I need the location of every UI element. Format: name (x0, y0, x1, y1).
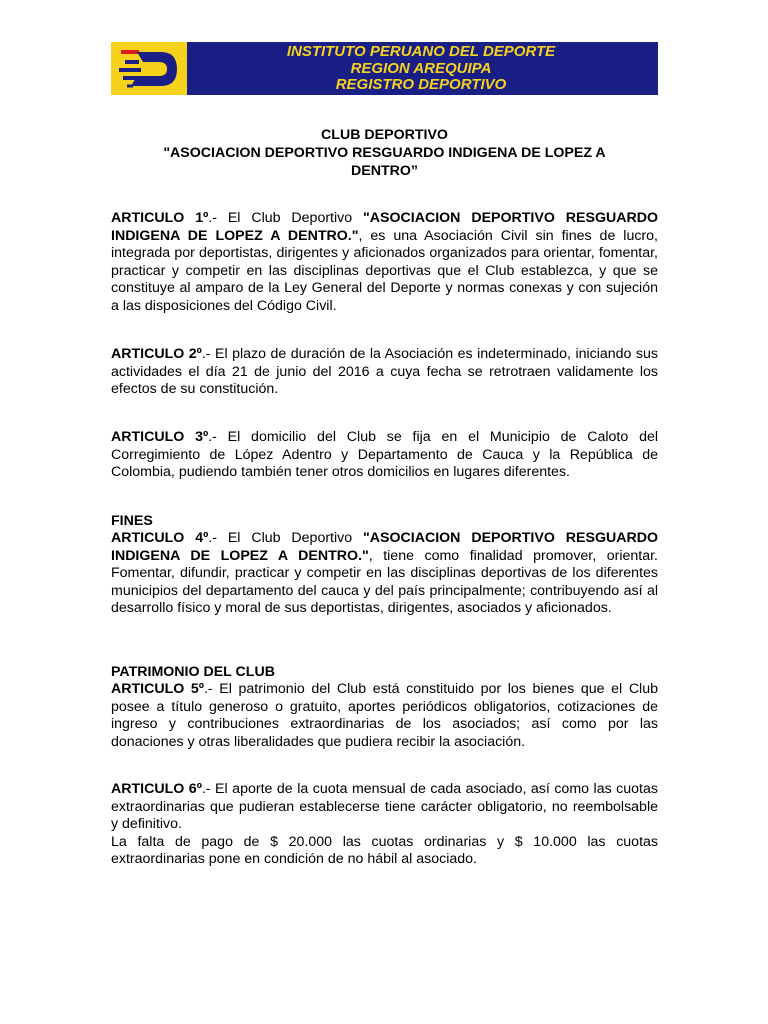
article-1-club-name: "ASOCIACION DEPORTIVO RESGUARDO INDIGENA DE LOPEZ A DENTRO." (111, 210, 658, 244)
article-5-label: ARTICULO 5º (111, 681, 204, 697)
article-3-label: ARTICULO 3º (111, 429, 209, 445)
article-4-text: , tiene como finalidad promover, orientar. Fomentar, difundir, practicar y competir en las disciplinas deportivas de los diferentes municipios del departamento del cauca y del país principalmente; contribuyendo así al desarrollo físico y moral de sus deportistas, dirigentes, asociados y aficionados. (111, 547, 658, 616)
article-6-label: ARTICULO 6º (111, 781, 202, 797)
article-2-label: ARTICULO 2º (111, 346, 202, 362)
article-5-text: .- El patrimonio del Club está constituido por los bienes que el Club posee a título generoso o gratuito, aportes periódicos obligatorios, cotizaciones de ingreso y contribuciones extraordinarias de los asociados; así como por las donaciones y otras liberalidades que pudiera recibir la asociación. (111, 681, 658, 750)
article-6-text-2: La falta de pago de $ 20.000 las cuotas ordinarias y $ 10.000 las cuotas extraordinarias pone en condición de no hábil al asociado. (111, 833, 658, 867)
article-5 (111, 681, 658, 751)
article-4-label: ARTICULO 4º (111, 530, 209, 546)
title-line-2: "ASOCIACION DEPORTIVO RESGUARDO INDIGENA DE LOPEZ A (163, 145, 606, 161)
banner-line-2: REGION AREQUIPA (350, 59, 492, 77)
fines-heading: FINES (111, 513, 153, 529)
article-4-lead: .- El Club Deportivo (208, 530, 364, 546)
article-6-text: .- El aporte de la cuota mensual de cada asociado, así como las cuotas extraordinarias que pudieran establecerse tiene carácter obligatorio, no reembolsable y definitivo. (111, 781, 658, 832)
article-1 (111, 210, 658, 315)
patrimonio-heading: PATRIMONIO DEL CLUB (111, 664, 275, 680)
title-line-3: DENTRO” (351, 163, 418, 179)
ipd-logo (111, 42, 187, 95)
banner-line-3: REGISTRO DEPORTIVO (335, 76, 507, 93)
banner-line-1: INSTITUTO PERUANO DEL DEPORTE (286, 43, 556, 60)
article-2-text: .- El plazo de duración de la Asociación es indeterminado, iniciando sus actividades el día 21 de junio del 2016 a cuya fecha se retrotraen validamente los efectos de su constitución. (111, 346, 659, 397)
document-title (111, 126, 658, 180)
article-2 (111, 346, 658, 399)
article-4 (111, 530, 658, 618)
article-1-lead: .- El Club Deportivo (208, 210, 364, 226)
banner-text (271, 44, 571, 94)
title-line-1: CLUB DEPORTIVO (321, 127, 448, 143)
article-3 (111, 429, 658, 482)
article-4-club-name: "ASOCIACION DEPORTIVO RESGUARDO INDIGENA DE LOPEZ A DENTRO." (111, 530, 658, 564)
article-1-label: ARTICULO 1º (111, 210, 209, 226)
article-3-text: .- El domicilio del Club se fija en el Municipio de Caloto del Corregimiento de López Adentro y Departamento de Cauca y la República de Colombia, pudiendo también tener otros domicilios en lugares diferentes. (111, 429, 658, 480)
article-6 (111, 781, 658, 869)
ipd-logo-icon (117, 46, 181, 92)
article-1-text: , es una Asociación Civil sin fines de lucro, integrada por deportistas, dirigentes y aficionados organizados para orientar, fomentar, practicar y competir en las disciplinas deportivas que el Club establezca, y que se constituye al amparo de la Ley General del Deporte y normas conexas y con sujeción a las disposiciones del Código Civil. (111, 227, 658, 314)
header-banner (111, 42, 658, 95)
